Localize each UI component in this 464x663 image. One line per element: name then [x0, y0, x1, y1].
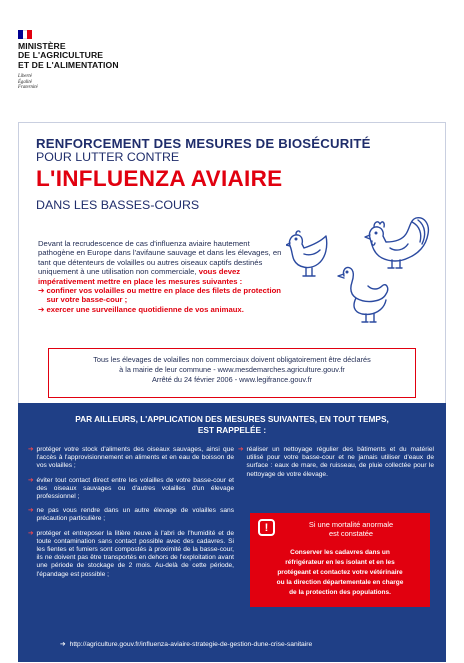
measure-text: réaliser un nettoyage régulier des bâtiments et du matériel utilisé pour votre basse-cour et ne jamais utiliser d'eaux de surface : eaux de mare, de ruisseau, de pluie collectée pour le nettoyage de votre élevage.	[246, 446, 434, 478]
ministry-line: MINISTÈRE	[18, 41, 66, 51]
alert-title	[280, 520, 422, 538]
alert-body-line: Conserver les cadavres dans un	[290, 549, 390, 556]
arrow-icon: ➔	[28, 507, 34, 515]
measures-right-column	[238, 446, 434, 479]
measure-text: éviter tout contact direct entre les volailles de votre basse-cour et des oiseaux sauvages ou d'autres volailles d'un élevage professionnel ;	[36, 476, 234, 501]
motto-line: Égalité	[18, 79, 32, 85]
intro-paragraph	[38, 239, 284, 314]
ministry-line: DE L'AGRICULTURE	[18, 50, 104, 61]
arrow-icon: ➔	[28, 476, 34, 484]
measure-text: protéger votre stock d'aliments des oiseaux sauvages, ainsi que l'accès à l'approvisionnement en aliments et en eau de boisson de vos volailles ;	[36, 446, 234, 470]
rooster-icon	[365, 218, 428, 268]
republic-motto	[18, 74, 38, 91]
marianne-flag-icon	[18, 30, 32, 39]
footer-url[interactable]: http://agriculture.gouv.fr/influenza-aviaire-strategie-de-gestion-dune-crise-sanitaire	[69, 641, 313, 648]
measures-left-column	[28, 446, 234, 585]
mortality-alert-box	[250, 513, 430, 607]
alert-body-line: réfrigérateur en les isolant et en les	[285, 559, 395, 566]
ministry-name	[18, 42, 119, 70]
panel-title	[30, 414, 434, 436]
arrow-icon: ➔	[28, 529, 34, 537]
goose-icon	[338, 267, 388, 322]
footer-link[interactable]	[60, 640, 420, 648]
poster-title-line2: POUR LUTTER CONTRE	[36, 150, 180, 164]
intro-text: Devant la recrudescence de cas d'influenza aviaire hautement pathogène en Europe dans l'avifaune sauvage et dans les élevages, en tant que détenteurs de volailles ou autres oiseaux captifs destinés uniquement à une utilisation non commerciale,	[38, 239, 282, 277]
intro-bullet	[38, 305, 284, 314]
intro-bullet-text: confiner vos volailles ou mettre en place des filets de protection sur votre basse-cour ;	[46, 286, 281, 305]
panel-title-line: EST RAPPELÉE :	[197, 425, 267, 435]
motto-line: Liberté	[18, 74, 32, 79]
hen-icon	[286, 231, 327, 276]
alert-title-line: Si une mortalité anormale	[308, 520, 394, 529]
intro-emphasis: vous devez impérativement mettre en place les mesures suivantes :	[38, 267, 243, 286]
intro-bullet-text: exercer une surveillance quotidienne de vos animaux.	[46, 304, 244, 314]
measure-item	[28, 446, 234, 471]
warning-icon: !	[258, 519, 275, 536]
arrow-icon: ➔	[28, 446, 34, 453]
notice-line: Tous les élevages de volailles non commerciaux doivent obligatoirement être déclarés	[93, 355, 371, 364]
notice-line: Arrêté du 24 février 2006 - www.legifrance.gouv.fr	[151, 374, 313, 384]
alert-body	[256, 548, 424, 598]
panel-title-line: PAR AILLEURS, L'APPLICATION DES MESURES SUIVANTES, EN TOUT TEMPS,	[75, 414, 389, 424]
arrow-icon: ➔	[38, 286, 45, 296]
ministry-line: ET DE L'ALIMENTATION	[18, 59, 119, 70]
poster-title-main: L'INFLUENZA AVIAIRE	[36, 166, 283, 191]
alert-body-line: ou la direction départementale en charge	[276, 579, 404, 586]
declaration-notice	[48, 348, 416, 398]
alert-body-line: de la protection des populations.	[289, 589, 391, 596]
measure-item	[238, 446, 434, 479]
measure-item	[28, 477, 234, 502]
measure-text: ne pas vous rendre dans un autre élevage de volailles sans précaution particulière ;	[36, 507, 234, 523]
arrow-icon: ➔	[60, 641, 66, 648]
arrow-icon: ➔	[238, 446, 244, 453]
poster-title-line1: RENFORCEMENT DES MESURES DE BIOSÉCURITÉ	[36, 136, 371, 151]
motto-line: Fraternité	[18, 85, 38, 91]
measure-item	[28, 507, 234, 523]
alert-body-line: protégeant et contactez votre vétérinaire	[277, 569, 403, 576]
alert-title-line: est constatée	[329, 529, 373, 539]
measure-item	[28, 530, 234, 579]
arrow-icon: ➔	[38, 304, 45, 314]
poster-title-line4: DANS LES BASSES-COURS	[36, 198, 200, 212]
intro-bullet	[38, 286, 284, 305]
measure-text: protéger et entreposer la litière neuve à l'abri de l'humidité et de toute contamination sans contact possible avec des cadavres. Si les fientes et fumiers sont compostés à proximité de la basse-cour, ils ne doivent pas être transportés en dehors de l'exploitation avant une période de stockage de 2 mois. Au-delà de cette période, l'épandage est possible ;	[36, 529, 234, 578]
poultry-illustration	[286, 212, 434, 330]
notice-line: à la mairie de leur commune - www.mesdemarches.agriculture.gouv.fr	[119, 364, 345, 374]
